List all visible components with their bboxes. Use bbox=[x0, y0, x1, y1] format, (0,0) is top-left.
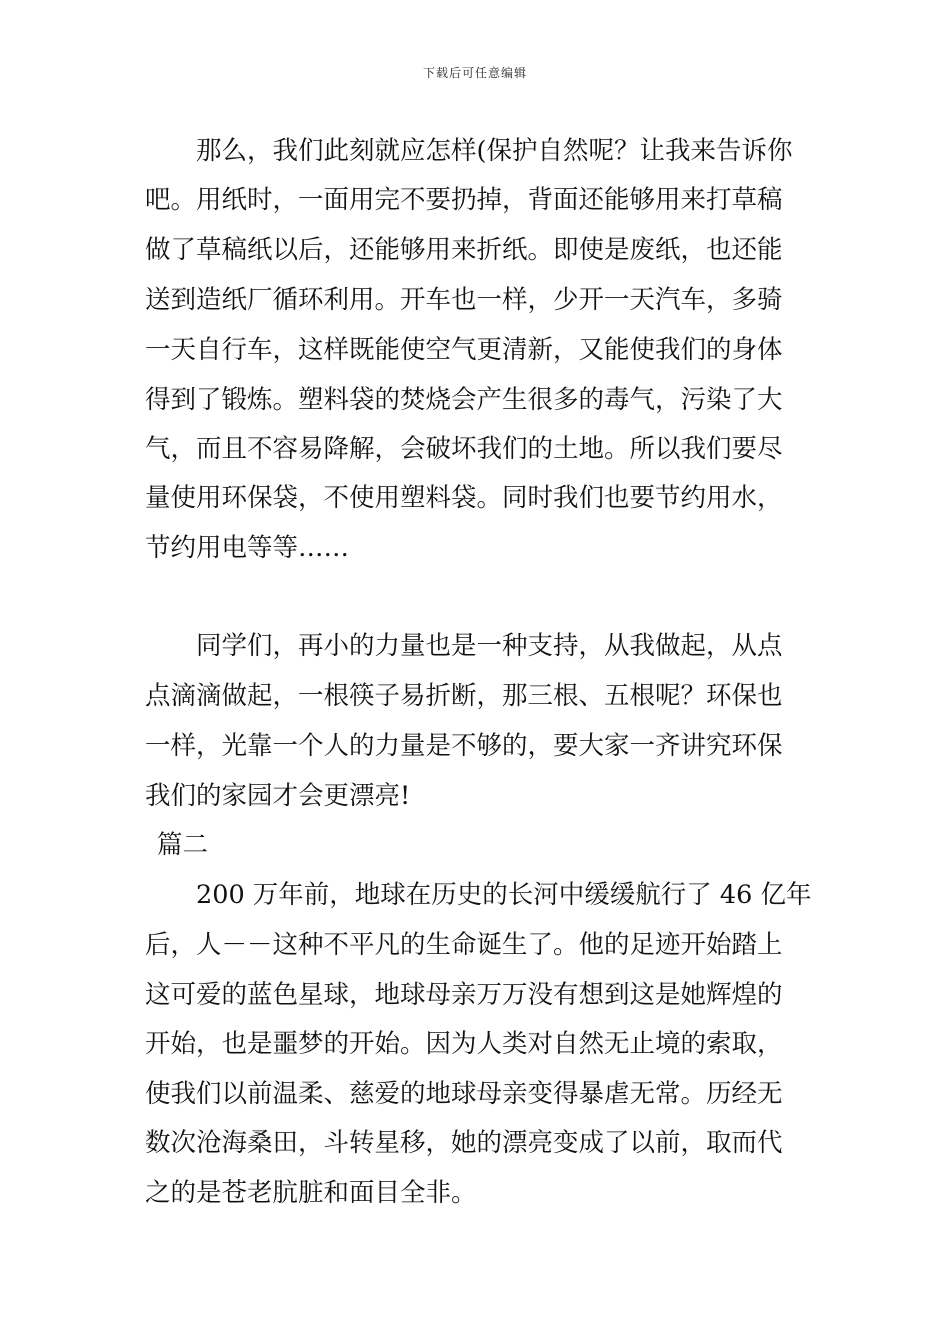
paragraph-1-line: 那么，我们此刻就应怎样(保护自然呢？让我来告诉你 bbox=[196, 136, 793, 166]
paragraph-3-line: 开始，也是噩梦的开始。因为人类对自然无止境的索取， bbox=[145, 1029, 783, 1059]
paragraph-3-line: 使我们以前温柔、慈爱的地球母亲变得暴虐无常。历经无 bbox=[145, 1079, 783, 1109]
section-heading: 篇二 bbox=[157, 830, 209, 860]
paragraph-2-line: 点滴滴做起，一根筷子易折断，那三根、五根呢？环保也 bbox=[145, 681, 783, 711]
paragraph-3-line: 200 万年前，地球在历史的长河中缓缓航行了 46 亿年 bbox=[196, 880, 812, 910]
paragraph-1-line: 节约用电等等…… bbox=[145, 533, 350, 563]
paragraph-2-line: 同学们，再小的力量也是一种支持，从我做起，从点 bbox=[196, 631, 783, 661]
paragraph-3-line: 这可爱的蓝色星球，地球母亲万万没有想到这是她辉煌的 bbox=[145, 980, 783, 1010]
paragraph-1-line: 送到造纸厂循环利用。开车也一样，少开一天汽车，多骑 bbox=[145, 285, 783, 315]
paragraph-3-line: 之的是苍老肮脏和面目全非。 bbox=[145, 1178, 477, 1208]
page-header: 下载后可任意编辑 bbox=[422, 66, 527, 80]
paragraph-2-line: 我们的家园才会更漂亮! bbox=[145, 781, 411, 811]
paragraph-3-line: 后，人－－这种不平凡的生命诞生了。他的足迹开始踏上 bbox=[145, 930, 783, 960]
paragraph-1-line: 一天自行车，这样既能使空气更清新，又能使我们的身体 bbox=[145, 335, 783, 365]
paragraph-1-line: 做了草稿纸以后，还能够用来折纸。即使是废纸，也还能 bbox=[145, 235, 783, 265]
paragraph-3-line: 数次沧海桑田，斗转星移，她的漂亮变成了以前，取而代 bbox=[145, 1128, 783, 1158]
paragraph-1-line: 量使用环保袋，不使用塑料袋。同时我们也要节约用水， bbox=[145, 483, 783, 513]
paragraph-2-line: 一样，光靠一个人的力量是不够的，要大家一齐讲究环保 bbox=[145, 731, 783, 761]
paragraph-1-line: 得到了锻炼。塑料袋的焚烧会产生很多的毒气，污染了大 bbox=[145, 385, 783, 415]
paragraph-1-line: 气，而且不容易降解，会破坏我们的土地。所以我们要尽 bbox=[145, 434, 783, 464]
paragraph-1-line: 吧。用纸时，一面用完不要扔掉，背面还能够用来打草稿 bbox=[145, 185, 783, 215]
